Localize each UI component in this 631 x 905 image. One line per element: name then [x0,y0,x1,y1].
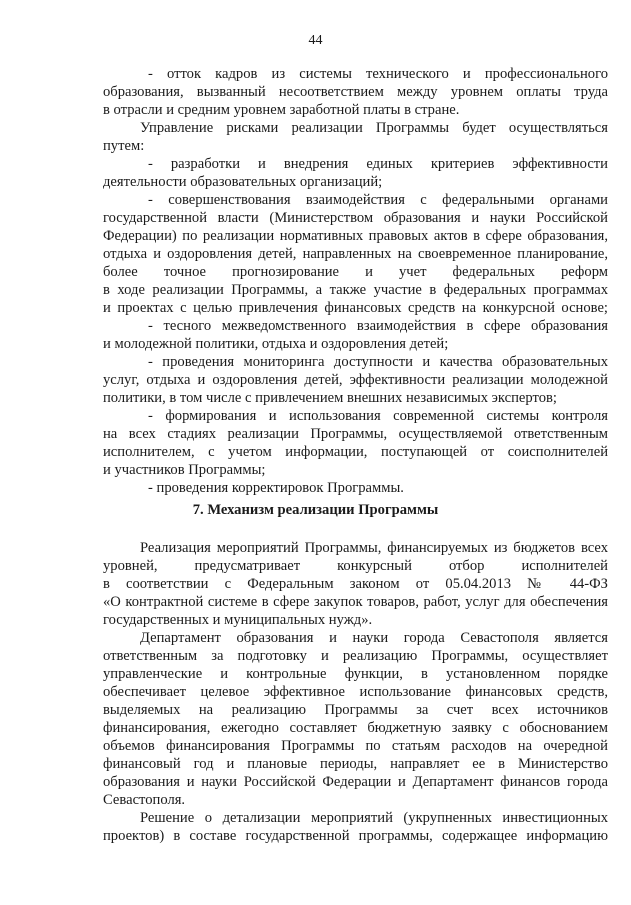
text-line: «О контрактной системе в сфере закупок товаров, работ, услуг для обеспечения [103,594,608,610]
text-line: отдыха и оздоровления детей, направленных на своевременное планирование, [103,246,608,262]
text-line: - формирования и использования современной системы контроля [148,408,608,424]
text-line: в отрасли и средним уровнем заработной платы в стране. [103,102,460,118]
text-line: управленческие и контрольные функции, в установленном порядке [103,666,608,682]
text-line: на всех стадиях реализации Программы, осуществляемой ответственным [103,426,608,442]
page-number: 44 [308,33,323,48]
text-line: проектов) в составе государственной программы, содержащее информацию [103,828,608,844]
text-line: Севастополя. [103,792,186,808]
text-line: образования и науки Российской Федерации и Департамент финансов города [103,774,608,790]
text-line: Департамент образования и науки города Севастополя является [140,630,608,646]
text-line: Реализация мероприятий Программы, финансируемых из бюджетов всех [140,540,608,556]
text-line: государственных и муниципальных нужд». [103,612,373,628]
text-line: в ходе реализации Программы, а также участие в федеральных программах [103,282,608,298]
text-line: деятельности образовательных организаций; [103,174,383,190]
text-line: финансовый год и плановые периоды, направляет ее в Министерство [103,756,608,772]
text-line: ответственным за подготовку и реализацию Программы, осуществляет [103,648,608,664]
text-line: услуг, отдыха и оздоровления детей, эффективности реализации молодежной [103,372,608,388]
text-line: - проведения корректировок Программы. [148,480,404,496]
text-line: исполнителем, с учетом информации, поступающей от соисполнителей [103,444,608,460]
text-line: финансирования, ежегодно составляет бюджетную заявку с обоснованием [103,720,608,736]
text-line: образования, вызванный несоответствием между уровнем оплаты труда [103,84,608,100]
text-line: - совершенствования взаимодействия с федеральными органами [148,192,608,208]
section-heading: 7. Механизм реализации Программы [192,502,439,518]
text-line: выделяемых на реализацию Программы за счет всех источников [103,702,608,718]
text-line: - проведения мониторинга доступности и качества образовательных [148,354,608,370]
text-line: в соответствии с Федеральным законом от 05.04.2013 № 44-ФЗ [103,576,608,592]
text-line: объемов финансирования Программы по статьям расходов на очередной [103,738,608,754]
text-line: - отток кадров из системы технического и профессионального [148,66,608,82]
text-line: и проектах с целью привлечения финансовых средств на конкурсной основе; [103,300,608,316]
text-line: и участников Программы; [103,462,266,478]
text-line: уровней, предусматривает конкурсный отбор исполнителей [103,558,608,574]
text-line: обеспечивает целевое эффективное использование финансовых средств, [103,684,608,700]
text-line: путем: [103,138,145,154]
text-line: политики, в том числе с привлечением внешних независимых экспертов; [103,390,557,406]
text-line: государственной власти (Министерством образования и науки Российской [103,210,608,226]
text-line: более точное прогнозирование и учет федеральных реформ [103,264,608,280]
text-line: Решение о детализации мероприятий (укрупненных инвестиционных [140,810,608,826]
text-line: Федерации) по реализации нормативных правовых актов в сфере образования, [103,228,608,244]
text-line: - разработки и внедрения единых критериев эффективности [148,156,608,172]
text-line: и молодежной политики, отдыха и оздоровления детей; [103,336,449,352]
text-line: Управление рисками реализации Программы будет осуществляться [140,120,608,136]
text-line: - тесного межведомственного взаимодействия в сфере образования [148,318,608,334]
